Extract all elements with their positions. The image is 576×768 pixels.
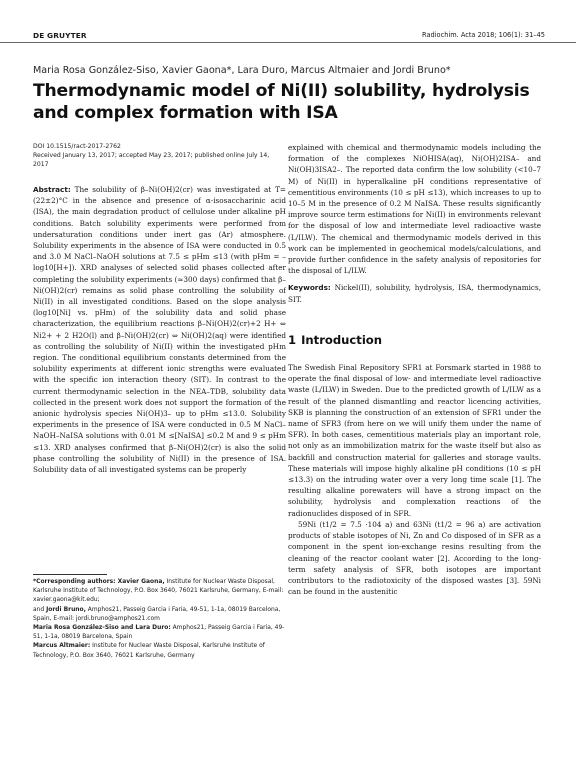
publication-dates: Received January 13, 2017; accepted May 23, 2017; published online July 14, 2017 bbox=[33, 152, 270, 169]
section-number: 1 bbox=[288, 332, 297, 347]
abstract-continued: explained with chemical and thermodynamic models including the formation of the complexes NiOHISA(aq), Ni(OH)2ISA– and Ni(OH)3ISA2–. The reported data confirm the low solubility (<10–7 M) of Ni(II) in hyperalkaline pH conditions representative of cementitious environments (10 ≤ pH ≤13), which increases to up to 10–5 M in the presence of 0.2 M NaISA. These results significantly improve source term estimations for Ni(II) in environments relevant for the disposal of low and intermediate level radioactive waste (L/ILW). The chemical and thermodynamic models derived in this work can be implemented in geochemical models/calculations, and provide further confidence in the safety analysis of repositories for the disposal of L/ILW. bbox=[288, 143, 541, 276]
introduction-body bbox=[288, 362, 541, 597]
author-list: Maria Rosa González-Siso, Xavier Gaona*, Lara Duro, Marcus Altmaier and Jordi Bruno* bbox=[33, 65, 451, 76]
author-affiliations bbox=[33, 577, 287, 660]
abstract-label: Abstract: bbox=[33, 185, 71, 194]
footnote-text: Institute for Nuclear Waste Disposal, Karlsruhe Institute of Technology, P.O. Box 3640, 76021 Karlsruhe, Germany, E-mail: xavier.gaona@kit.edu; bbox=[33, 578, 284, 604]
abstract bbox=[33, 184, 286, 475]
footnote-altmaier bbox=[33, 641, 287, 659]
footnote-corresponding bbox=[33, 577, 287, 605]
section-heading bbox=[288, 332, 541, 347]
article-metadata bbox=[33, 142, 285, 169]
footnote-divider bbox=[33, 574, 107, 575]
footnote-text: Amphos21, Passeig Garcia i Faria, 49-51, 1-1a, 08019 Barcelona, Spain bbox=[33, 624, 285, 641]
doi: DOI 10.1515/ract-2017-2762 bbox=[33, 143, 121, 150]
footnote-bold: *Corresponding authors: Xavier Gaona, bbox=[33, 578, 165, 585]
keywords bbox=[288, 282, 541, 304]
footnote-text: Institute for Nuclear Waste Disposal, Karlsruhe Institute of Technology, P.O. Box 3640, 76021 Karlsruhe, Germany bbox=[33, 642, 265, 659]
footnote-bold: Maria Rosa González-Siso and Lara Duro: bbox=[33, 624, 171, 632]
publisher-name: DE GRUYTER bbox=[33, 31, 87, 40]
journal-reference: Radiochim. Acta 2018; 106(1): 31–45 bbox=[422, 31, 545, 39]
keywords-text: Nickel(II), solubility, hydrolysis, ISA, thermodynamics, SIT. bbox=[288, 283, 542, 304]
footnote-bruno bbox=[33, 605, 287, 623]
footnote-bold: Marcus Altmaier: bbox=[33, 642, 91, 650]
intro-paragraph-2: 59Ni (t1/2 = 7.5 ·104 a) and 63Ni (t1/2 = 96 a) are activation products of stable isotopes of Ni, Zn and Co disposed of in SFR as a component in the spent ion-exchange resins resulting from the cleaning of the reactor coolant water [2]. According to the long-term safety analysis of SFR, both isotopes are important contributors to the radiotoxicity of the disposed wastes [3]. 59Ni can be found in the austenitic bbox=[288, 519, 541, 597]
article-title: Thermodynamic model of Ni(II) solubility, hydrolysis and complex formation with ISA bbox=[33, 81, 530, 123]
keywords-label: Keywords: bbox=[288, 283, 331, 293]
abstract-text: The solubility of β–Ni(OH)2(cr) was investigated at T=(22±2)°C in the absence and presence of α-isosaccharinic acid (ISA), the main degradation product of cellulose under alkaline pH conditions. Batch solubility experiments were performed from undersaturation conditions under inert gas (Ar) atmosphere. Solubility experiments in the absence of ISA were conducted in 0.5 and 3.0 M NaCl–NaOH solutions at 7.5 ≤ pHm ≤13 (with pHm = –log10[H+]). XRD analyses of selected solid phases collected after completing the solubility experiments (≈300 days) confirmed that β–Ni(OH)2(cr) remains as solid phase controlling the solubility of Ni(II) in all investigated conditions. Based on the slope analysis (log10[Ni] vs. pHm) of the solubility data and solid phase characterization, the equilibrium reactions β–Ni(OH)2(cr)+2 H+ ⇔ Ni2+ + 2 H2O(l) and β–Ni(OH)2(cr) ⇔ Ni(OH)2(aq) were identified as controlling the solubility of Ni(II) within the investigated pHm region. The conditional equilibrium constants determined from the solubility experiments at different ionic strengths were evaluated with the specific ion interaction theory (SIT). In contrast to the current thermodynamic selection in the NEA–TDB, solubility data collected in the present work does not support the formation of the anionic hydrolysis species Ni(OH)3– up to pHm ≤13.0. Solubility experiments in the presence of ISA were conducted in 0.5 M NaCl–NaOH–NaISA solutions with 0.01 M ≤[NaISA] ≤0.2 M and 9 ≤ pHm ≤13. XRD analyses confirmed that β–Ni(OH)2(cr) is also the solid phase controlling the solubility of Ni(II) in the presence of ISA. Solubility data of all investigated systems can be properly bbox=[33, 185, 286, 475]
intro-paragraph-1: The Swedish Final Repository SFR1 at Forsmark started in 1988 to operate the final disposal of low- and intermediate level radioactive waste (L/ILW) in Sweden. Due to the predicted growth of L/ILW as a result of the planned dismantling and reactor licencing activities, SKB is planning the construction of an extension of SFR1 under the name of SFR3 (from here on we will unify them under the name of SFR). In both cases, cementitious materials play an important role, not only as an immobilization matrix for the waste itself but also as backfill and construction material for galleries and storage vaults. These materials will impose highly alkaline pH conditions (10 ≤ pH ≤13.3) on the intruding water over a very long time scale [1]. The resulting alkaline porewaters will have a strong impact on the solubility, hydrolysis and complexation reactions of the radionuclides disposed of in SFR. bbox=[288, 363, 541, 518]
footnote-text: Amphos21, Passeig Garcia i Faria, 49-51, 1-1a, 08019 Barcelona, Spain, E-mail: jordi.bruno@amphos21.com bbox=[33, 605, 281, 622]
left-column bbox=[33, 184, 286, 564]
section-title: Introduction bbox=[301, 332, 383, 347]
footnote-amphos bbox=[33, 623, 287, 641]
page-header bbox=[0, 0, 576, 43]
footnote-bold: Jordi Bruno, bbox=[46, 605, 86, 613]
right-column bbox=[288, 142, 541, 597]
footnote-text: and bbox=[33, 605, 47, 613]
